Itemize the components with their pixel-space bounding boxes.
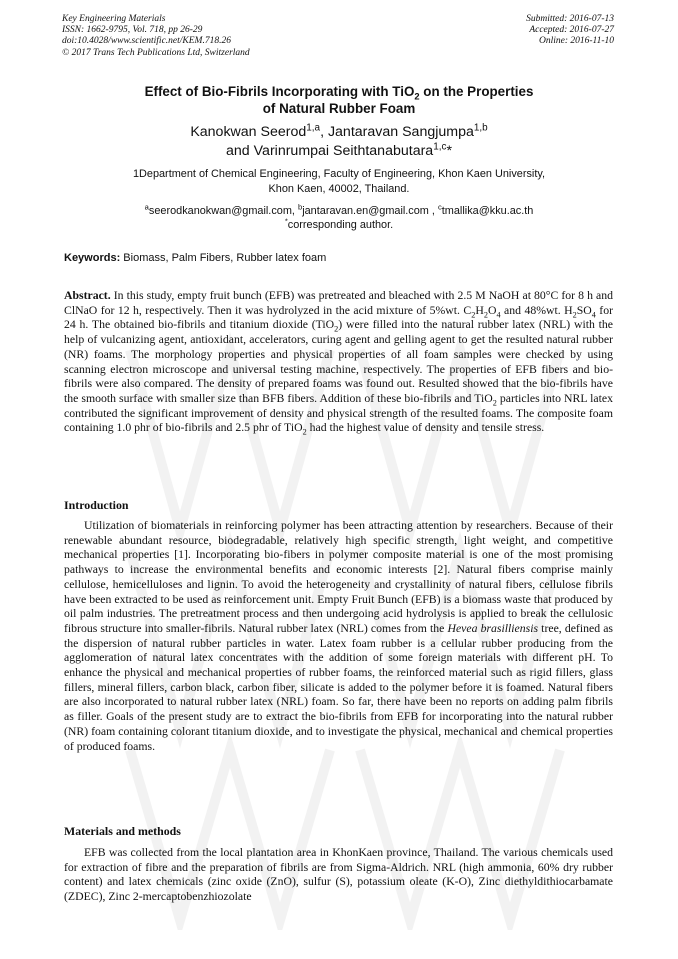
intro-text: tree, defined as the dispersion of natural rubber particles in water. Latex foam rubber is a cellular rubber producing from the agglomeration of natural latex concentrates with the addition of some foreign materials with different pH. To enhance the physical and mechanical properties of rubber foams, the reinforced material such as rigid fillers, glass fillers, mineral fillers, carbon black, carbon fiber, silicate is added to the polymer before it is foamed. Natural fibers are also incorporated to natural rubber latex (NRL) foam. So far, there have been no reports on adding palm fibrils as filler. Goals of the present study are to extract the bio-fibrils from EFB for incorporating into the natural rubber (NR) foam containing colorant titanium dioxide, and to investigate the physical, mechanical and chemical properties of produced foams. — [64, 621, 613, 753]
abstract-text: for 24 h. The obtained bio-fibrils and titanium dioxide (TiO — [64, 303, 614, 332]
copyright: © 2017 Trans Tech Publications Ltd, Switzerland — [62, 47, 250, 58]
abstract-sub: 2 — [471, 310, 476, 320]
author-1-sup: 1,a — [306, 122, 321, 134]
abstract-text: particles into NRL latex contributed the significant improvement of density and physical strength of the resulted foams. The composite foam containing 1.0 phr of bio-fibrils and 2.5 phr of TiO — [64, 391, 613, 435]
paper-title — [62, 83, 616, 117]
section-heading-methods: Materials and methods — [64, 824, 181, 838]
journal-info — [62, 14, 250, 59]
keywords-label: Keywords: — [64, 252, 121, 264]
intro-text: Utilization of biomaterials in reinforcing polymer has been attracting attention by researchers. Because of their renewable abundant resource, biodegradable, relatively high specific strength, light weight, and competitive mechanical properties [1]. Incorporating bio-fibers in polymer composite material is one of the most promising pathways to increase the environmental benefits and economic interests [2]. Natural fibers comprise mainly cellulose, hemicelluloses and lignin. To avoid the heterogeneity and crystallinity of natural fibers, cellulose fibrils have been extracted to be used as reinforcement unit. Empty Fruit Bunch (EFB) is a biomass waste that produced by oil palm industries. The pretreatment process and then undergoing acid hydrolysis is applied to break the cellulosic fibrous structure into smaller-fibrils. Natural rubber latex (NRL) comes from the — [64, 519, 613, 635]
author-3: Varinrumpai Seithtanabutara — [253, 143, 434, 159]
abstract-sub: 4 — [496, 310, 501, 320]
affiliation-line-2: Khon Kaen, 40002, Thailand. — [268, 183, 410, 195]
abstract-label: Abstract. — [64, 289, 111, 302]
author-2: Jantaravan Sangjumpa — [327, 124, 474, 140]
email-a-sup: a — [144, 202, 149, 212]
accepted-date: Accepted: 2016-07-27 — [529, 25, 614, 36]
section-heading-introduction: Introduction — [64, 498, 129, 512]
abstract-text: In this study, empty fruit bunch (EFB) was pretreated and bleached with 2.5 M NaOH at 80°C for 8 h and ClNaO for 12 h, respectively. Then it was hydrolyzed in the acid mixture of 5%wt. C — [64, 289, 613, 317]
abstract-sub: 2 — [572, 310, 577, 320]
intro-species-name: Hevea brasilliensis — [447, 621, 539, 635]
abstract-text: ) were filled into the natural rubber latex (NRL) with the help of vulcanizing agent, antioxidant, accelerators, curing agent and gelling agent to get the resulted natural rubber (NR) foams. The morphology properties and physical properties of all foam samples were checked by using scanning electron microscope and universal testing machine, respectively. The properties of EFB fibers and bio-fibrils were also compared. The density of prepared foams was found out. Resulted showed that the bio-fibrils have the smooth surface with smaller size than BFB fibers. Addition of these bio-fibrils and TiO — [64, 318, 613, 405]
abstract-text: and 48%wt. H — [500, 303, 573, 317]
keywords-text: Biomass, Palm Fibers, Rubber latex foam — [120, 252, 327, 264]
methods-paragraph: EFB was collected from the local plantation area in KhonKaen province, Thailand. The various chemicals used for extraction of fibre and the preparation of fibrils are from Sigma-Aldrich. NRL (high ammonia, 60% dry rubber content) and latex chemicals (zinc oxide (ZnO), sulfur (S), potassium oleate (K-O), Zinc diethyldithiocarbamate (ZDEC), Zinc 2-mercaptobenzhiozolate — [64, 846, 613, 904]
submitted-date: Submitted: 2016-07-13 — [526, 14, 614, 24]
abstract-sub: 2 — [483, 310, 488, 320]
author-and: and — [226, 143, 254, 159]
corresponding-sup: * — [284, 216, 288, 226]
affiliation-line-1: 1Department of Chemical Engineering, Faculty of Engineering, Khon Kaen University, — [132, 168, 546, 180]
abstract — [64, 289, 613, 436]
email-b-sup: b — [297, 202, 303, 212]
issn: ISSN: 1662-9795, Vol. 718, pp 26-29 — [62, 25, 203, 36]
corresponding-star: * — [446, 143, 452, 159]
abstract-text: H — [475, 303, 484, 317]
author-2-sup: 1,b — [473, 122, 488, 134]
abstract-text: SO — [576, 303, 592, 317]
author-1: Kanokwan Seerod — [190, 124, 307, 140]
author-list — [62, 123, 616, 161]
author-separator: , — [320, 124, 328, 140]
title-text: Effect of Bio-Fibrils Incorporating with TiO — [144, 84, 415, 99]
email-c[interactable]: tmallika@kku.ac.th — [441, 205, 534, 217]
affiliation — [62, 167, 616, 197]
title-text-cont: on the Properties — [419, 84, 534, 99]
email-c-sup: c — [437, 202, 442, 212]
abstract-sub: 2 — [302, 427, 307, 437]
abstract-text: had the highest value of density and tensile stress. — [306, 421, 545, 435]
title-subscript: 2 — [414, 91, 420, 102]
dates-info — [526, 14, 614, 48]
corresponding-note: corresponding author. — [287, 219, 394, 231]
author-emails — [62, 204, 616, 232]
abstract-sub: 4 — [591, 310, 596, 320]
email-a[interactable]: seerodkanokwan@gmail.com, — [148, 205, 298, 217]
journal-name: Key Engineering Materials — [62, 14, 166, 24]
abstract-text: O — [488, 303, 497, 317]
title-line-2: of Natural Rubber Foam — [262, 101, 416, 116]
abstract-sub: 2 — [334, 324, 339, 334]
keywords — [64, 252, 614, 264]
online-date: Online: 2016-11-10 — [538, 36, 614, 47]
email-b[interactable]: jantaravan.en@gmail.com , — [302, 205, 438, 217]
doi: doi:10.4028/www.scientific.net/KEM.718.26 — [62, 36, 231, 47]
abstract-sub: 2 — [492, 398, 497, 408]
introduction-paragraph — [64, 519, 613, 754]
author-3-sup: 1,c — [433, 141, 447, 153]
